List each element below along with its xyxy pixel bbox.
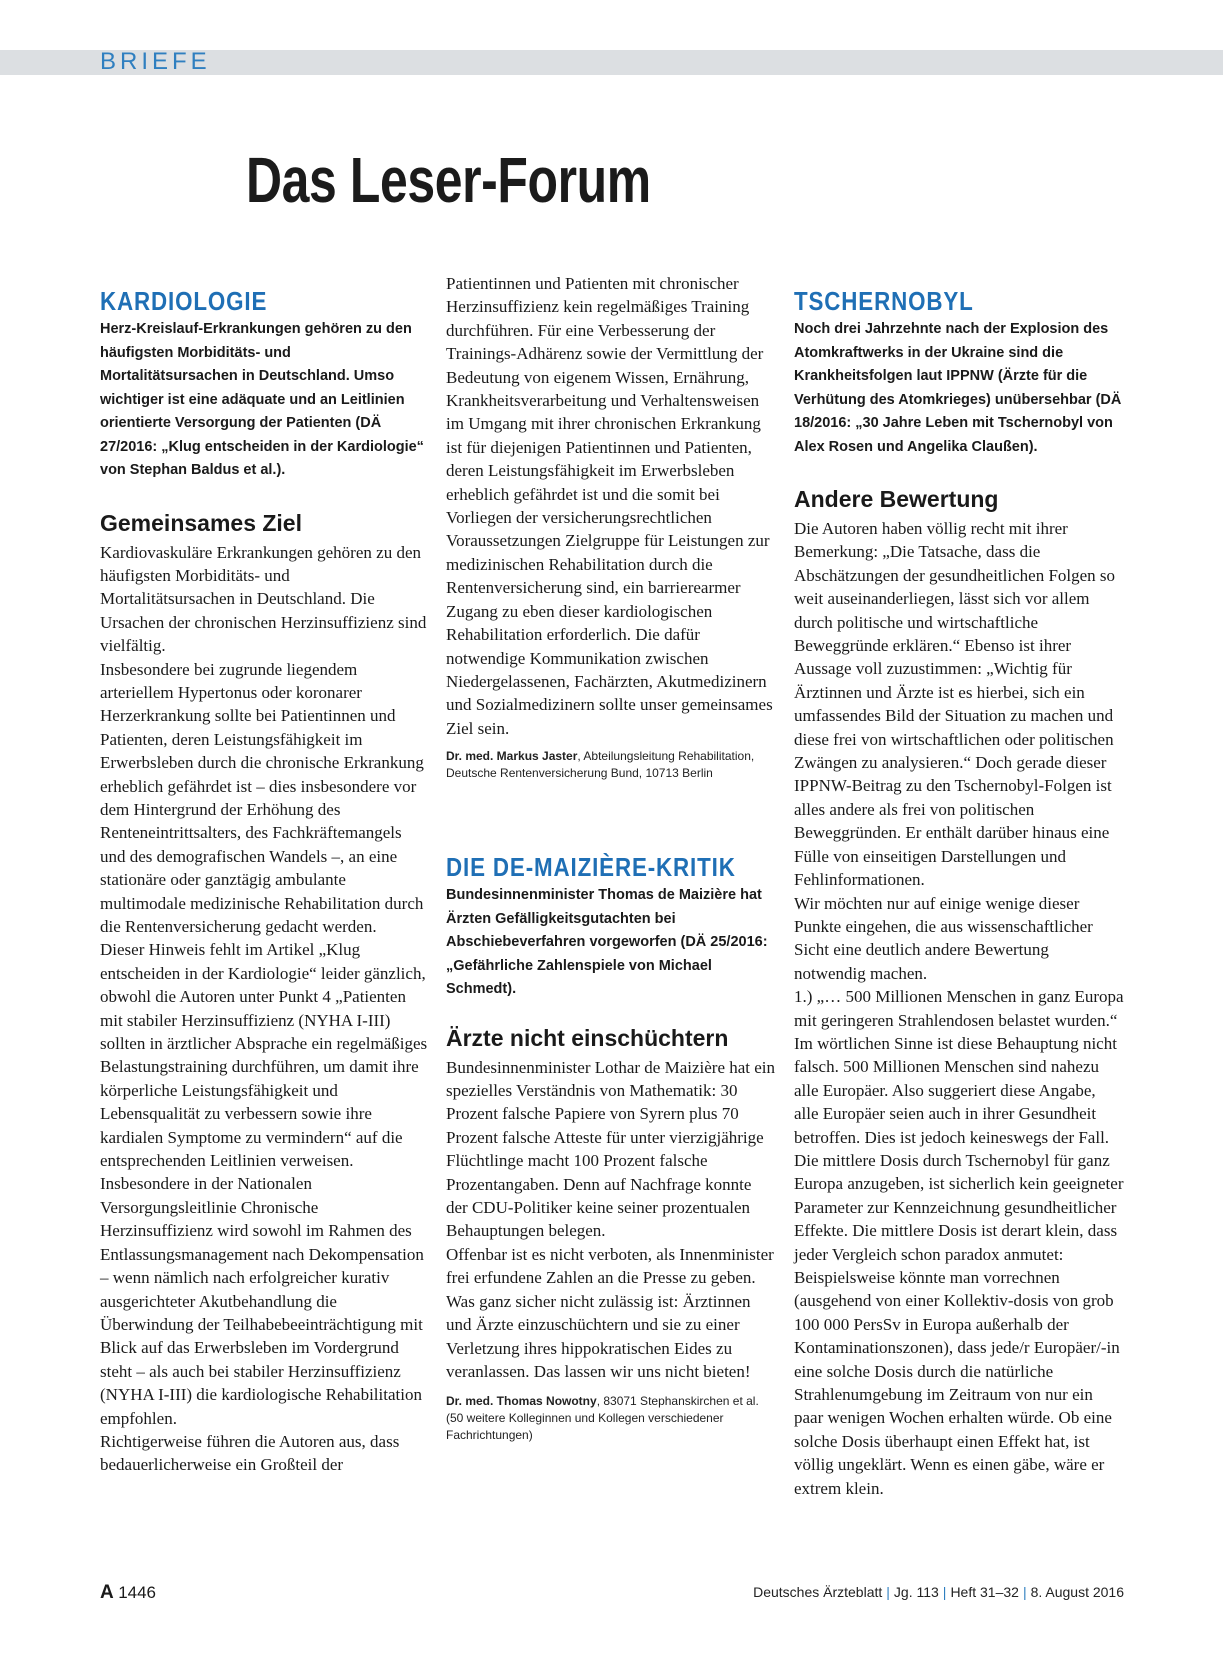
signature-affiliation: , 83071 Stephanskirchen et al. (50 weitere Kolleginnen und Kollegen verschiedener Fachrichtungen) — [446, 1394, 759, 1443]
page-footer — [100, 1582, 1124, 1604]
letter-paragraph: Patientinnen und Patienten mit chronischer Herzinsuffizienz kein regelmäßiges Training durchführen. Für eine Verbesserung der Trainings-Adhärenz sowie der Vermittlung der Bedeutung von eigenem Wissen, Ernährung, Krankheitsverarbeitung und Verhaltensweisen im Umgang mit ihrer chronischen Erkrankung ist für diejenigen Patientinnen und Patienten, deren Leistungsfähigkeit im Erwerbsleben erheblich gefährdet ist und die somit bei Vorliegen der versicherungsrechtlichen Voraussetzungen Zielgruppe für Leistungen zur medizinischen Rehabilitation durch die Rentenversicherung sind, ein barrierearmer Zugang zu eben dieser kardiologischen Rehabilitation erforderlich. Die dafür notwendige Kommunikation zwischen Niedergelassenen, Fachärzten, Akutmedizinern und Sozialmedizinern sollte unser gemeinsames Ziel sein. — [446, 274, 773, 738]
letter-headline-andere-bewertung: Andere Bewertung — [794, 486, 999, 512]
journal-issue: Heft 31–32 — [950, 1584, 1019, 1600]
topic-kicker-tschernobyl: TSCHERNOBYL — [794, 286, 974, 316]
signature-affiliation: , Abteilungsleitung Rehabilitation, Deutsche Rentenversicherung Bund, 10713 Berlin — [446, 749, 755, 781]
letter-signature — [446, 748, 776, 782]
letter-paragraph: Wir möchten nur auf einige wenige dieser Punkte eingehen, die aus wissenschaftlicher Sicht eine deutlich andere Bewertung notwendig machen. — [794, 893, 1093, 983]
separator: | — [1022, 1584, 1027, 1600]
separator: | — [886, 1584, 890, 1600]
page-letter: A — [100, 1582, 114, 1603]
column-3 — [794, 286, 1124, 1500]
letter-paragraph: Insbesondere bei zugrunde liegendem arteriellem Hypertonus oder koronarer Herzerkrankung sollte bei Patientinnen und Patienten, deren Leistungsfähigkeit im Erwerbsleben durch die chronische Erkrankung erheblich gefährdet ist – dies insbesondere vor dem Hintergrund der Erhöhung des Renteneintrittsalters, des Fachkräftemangels und des demografischen Wandels –, an eine stationäre oder ganztägig ambulante multimodale medizinische Rehabilitation durch die Rentenversicherung gedacht werden. — [100, 659, 424, 936]
page-number: 1446 — [118, 1583, 157, 1602]
section-label: BRIEFE — [100, 48, 211, 75]
journal-volume: Jg. 113 — [893, 1584, 939, 1600]
journal-name: Deutsches Ärzteblatt — [753, 1584, 883, 1600]
topic-intro-de-maiziere: Bundesinnenminister Thomas de Maizière hat Ärzten Gefälligkeitsgutachten bei Abschiebeverfahren vorgeworfen (DÄ 25/2016: „Gefährliche Zahlenspiele von Michael Schmedt). — [446, 887, 768, 998]
signature-name: Dr. med. Markus Jaster — [446, 749, 578, 764]
letter-signature — [446, 1393, 776, 1444]
letter-headline-gemeinsames-ziel: Gemeinsames Ziel — [100, 509, 302, 536]
letter-paragraph: Dieser Hinweis fehlt im Artikel „Klug entscheiden in der Kardiologie“ leider gänzlich, obwohl die Autoren unter Punkt 4 „Patienten mit stabiler Herzinsuffizienz (NYHA I-III) sollten in ärztlicher Absprache ein regelmäßiges Belastungstraining durchführen, um damit ihre körperliche Leistungsfähigkeit und Lebensqualität zu verbessern sowie ihre kardialen Symptome zu vermindern“ auf die entsprechenden Leitlinien verweisen. — [100, 940, 428, 1171]
letter-paragraph: Kardiovaskuläre Erkrankungen gehören zu den häufigsten Morbiditäts- und Mortalitätsursachen in Deutschland. Die Ursachen der chronischen Herzinsuffizienz sind vielfältig. — [100, 542, 427, 656]
separator: | — [942, 1584, 947, 1600]
letter-headline-aerzte-nicht-einschuechtern: Ärzte nicht einschüchtern — [446, 1024, 729, 1051]
column-1 — [100, 286, 428, 1477]
letter-paragraph: 1.) „… 500 Millionen Menschen in ganz Europa mit geringeren Strahlendosen belastet wurden.“ Im wörtlichen Sinne ist diese Behauptung nicht falsch. 500 Millionen Menschen sind nahezu alle Europäer. Also suggeriert diese Angabe, alle Europäer seien auch in ihrer Gesundheit betroffen. Dies ist jedoch keineswegs der Fall. Die mittlere Dosis durch Tschernobyl für ganz Europa anzugeben, ist sicherlich kein geeigneter Parameter zur Kennzeichnung gesundheitlicher Effekte. Die mittlere Dosis ist derart klein, dass jeder Vergleich schon paradox anmutet: Beispielsweise könnte man vorrechnen (ausgehend von einer Kollektiv-dosis von grob 100 000 PersSv in Europa außerhalb der Kontaminationszonen), dass jede/r Europäer/-in eine solche Dosis durch die natürliche Strahlenumgebung im Zeitraum von nur ein paar wenigen Wochen erhalten würde. Ob eine solche Dosis überhaupt einen Effekt hat, ist völlig ungeklärt. Wenn es einen gäbe, wäre er extrem klein. — [794, 987, 1124, 1498]
signature-name: Dr. med. Thomas Nowotny — [446, 1394, 597, 1409]
letter-paragraph: Richtigerweise führen die Autoren aus, dass bedauerlicherweise ein Großteil der — [100, 1431, 400, 1475]
letter-paragraph: Die Autoren haben völlig recht mit ihrer Bemerkung: „Die Tatsache, dass die Abschätzungen der gesundheitlichen Folgen so weit auseinanderliegen, lässt sich vor allem durch politische und wirtschaftliche Beweggründe erklären.“ Ebenso ist ihrer Aussage voll zuzustimmen: „Wichtig für Ärztinnen und Ärzte ist es hierbei, sich ein umfassendes Bild der Situation zu machen und diese frei von wirtschaftlichen oder politischen Zwängen zu analysieren.“ Doch gerade dieser IPPNW-Beitrag zu den Tschernobyl-Folgen ist alles andere als frei von politischen Beweggründen. Er enthält darüber hinaus eine Fülle von einseitigen Darstellungen und Fehlinformationen. — [794, 519, 1116, 890]
letter-paragraph: Insbesondere in der Nationalen Versorgungsleitlinie Chronische Herzinsuffizienz wird sowohl im Rahmen des Entlassungsmanagement nach Dekompensation – wenn nämlich nach erfolgreicher kurativ ausgerichteter Akutbehandlung die Überwindung der Teilhabebeeinträchtigung mit Blick auf das Erwerbsleben im Vordergrund steht – als auch bei stabiler Herzinsuffizienz (NYHA I-III) die kardiologische Rehabilitation empfohlen. — [100, 1174, 424, 1428]
publication-info — [753, 1584, 1124, 1600]
topic-intro-tschernobyl: Noch drei Jahrzehnte nach der Explosion des Atomkraftwerks in der Ukraine sind die Krankheitsfolgen laut IPPNW (Ärzte für die Verhütung des Atomkrieges) unübersehbar (DÄ 18/2016: „30 Jahre Leben mit Tschernobyl von Alex Rosen und Angelika Claußen). — [794, 321, 1122, 455]
issue-date: 8. August 2016 — [1030, 1584, 1124, 1600]
topic-kicker-de-maiziere: DIE DE-MAIZIÈRE-KRITIK — [446, 852, 736, 883]
topic-intro-kardiologie: Herz-Kreislauf-Erkrankungen gehören zu den häufigsten Morbiditäts- und Mortalitätsursachen in Deutschland. Umso wichtiger ist eine adäquate und an Leitlinien orientierte Versorgung der Patienten (DÄ 27/2016: „Klug entscheiden in der Kardiologie“ von Stephan Baldus et al.). — [100, 321, 424, 478]
topic-kicker-kardiologie: KARDIOLOGIE — [100, 286, 268, 316]
column-2 — [446, 272, 776, 1444]
page-title: Das Leser-Forum — [246, 144, 651, 216]
letter-paragraph: Bundesinnenminister Lothar de Maizière hat ein spezielles Verständnis von Mathematik: 30 Prozent falsche Papiere von Syrern plus 70 Prozent falsche Atteste für unter vierzigjährige Flüchtlinge macht 100 Prozent falsche Prozentangaben. Denn auf Nachfrage konnte der CDU-Politiker keine seiner prozentualen Behauptungen belegen. — [446, 1057, 776, 1241]
letter-paragraph: Offenbar ist es nicht verboten, als Innenminister frei erfundene Zahlen an die Presse zu geben. Was ganz sicher nicht zulässig ist: Ärztinnen und Ärzte einzuschüchtern und sie zu einer Verletzung ihres hippokratischen Eides zu veranlassen. Das lassen wir uns nicht bieten! — [446, 1244, 774, 1381]
